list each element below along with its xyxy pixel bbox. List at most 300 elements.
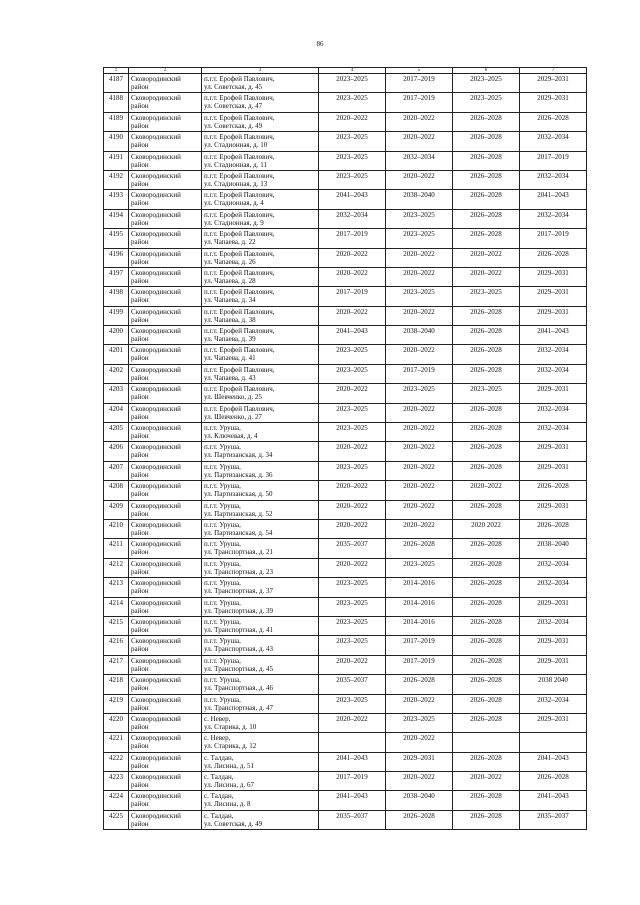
period-cell-line: 2026–2028 [470, 113, 502, 122]
period-cell [386, 616, 453, 635]
row-number-cell [104, 190, 129, 209]
row-number-cell-line: 4197 [109, 268, 123, 277]
table-row [104, 810, 587, 829]
period-cell [520, 384, 587, 403]
district-cell-line: Сковородинский [131, 404, 181, 413]
period-cell-line: 2026–2028 [470, 365, 502, 374]
period-cell-line: 2026–2028 [470, 230, 502, 239]
row-number-cell-line: 4223 [109, 773, 123, 782]
district-cell-line: Сковородинский [131, 579, 181, 588]
period-cell-line: 2035–2037 [336, 811, 368, 820]
address-cell-line: п.г.т. Уруша, [204, 482, 241, 491]
row-number-cell-line: 4210 [109, 520, 123, 529]
period-cell-line: 2017–2019 [403, 75, 435, 83]
period-cell-line: 2023–2025 [403, 385, 435, 394]
period-cell [520, 461, 587, 480]
period-cell [319, 772, 386, 791]
address-cell-line: ул. Стадионная, д. 13 [204, 179, 268, 188]
address-cell-line: п.г.т. Ерофей Павлович, [204, 75, 275, 83]
district-cell-line: Сковородинский [131, 288, 181, 297]
period-cell [319, 694, 386, 713]
table-row [104, 384, 587, 403]
district-cell-line: район [131, 199, 149, 208]
period-cell-line: 2026–2028 [470, 579, 502, 588]
row-number-cell-line: 4224 [109, 792, 123, 801]
period-cell [386, 345, 453, 364]
address-cell-line: с. Невер, [204, 734, 231, 743]
address-cell [202, 74, 319, 93]
address-cell-line: ул. Транспортная, д. 37 [204, 587, 274, 596]
district-cell [129, 442, 202, 461]
period-cell-line: 2041–2043 [537, 327, 569, 336]
address-cell [202, 384, 319, 403]
period-cell [386, 481, 453, 500]
district-cell [129, 287, 202, 306]
address-cell-line: ул. Транспортная, д. 23 [204, 567, 274, 576]
address-cell [202, 306, 319, 325]
period-cell-line: 2038 2040 [538, 676, 568, 685]
period-cell-line: 2023–2025 [336, 94, 368, 103]
address-cell [202, 519, 319, 538]
period-cell-line: 2026–2028 [537, 520, 569, 529]
address-cell-line: ул. Партизанская, д. 36 [204, 470, 273, 479]
district-cell-line: район [131, 548, 149, 557]
address-cell [202, 461, 319, 480]
period-cell [319, 306, 386, 325]
district-cell [129, 112, 202, 131]
row-number-cell [104, 423, 129, 442]
row-number-cell [104, 170, 129, 189]
period-cell [453, 74, 520, 93]
row-number-cell-line: 4219 [109, 695, 123, 704]
address-cell-line: п.г.т. Ерофей Павлович, [204, 249, 275, 258]
period-cell [520, 170, 587, 189]
period-cell-line: 2029–2031 [537, 637, 569, 646]
district-cell-line: Сковородинский [131, 346, 181, 355]
period-cell [319, 675, 386, 694]
period-cell [319, 151, 386, 170]
period-cell [319, 170, 386, 189]
address-cell-line: ул. Старика, д. 10 [204, 722, 257, 731]
district-cell [129, 132, 202, 151]
district-cell-line: Сковородинский [131, 540, 181, 549]
table-row [104, 209, 587, 228]
period-cell [386, 132, 453, 151]
address-cell-line: п.г.т. Уруша, [204, 579, 241, 588]
address-cell-line: ул. Партизанская, д. 34 [204, 451, 273, 460]
district-cell [129, 810, 202, 829]
address-cell-line: п.г.т. Уруша, [204, 520, 241, 529]
address-cell-line: ул. Советская, д. 49 [204, 819, 263, 828]
period-cell-line: 2026–2028 [470, 307, 502, 316]
period-cell [386, 326, 453, 345]
address-cell-line: п.г.т. Уруша, [204, 540, 241, 549]
district-cell-line: район [131, 819, 149, 828]
period-cell-line: 2041–2043 [336, 191, 368, 200]
address-cell [202, 616, 319, 635]
district-cell-line: район [131, 587, 149, 596]
period-cell-line: 2023–2025 [336, 462, 368, 471]
period-cell [319, 752, 386, 771]
row-number-cell [104, 481, 129, 500]
row-number-cell [104, 752, 129, 771]
table-row [104, 112, 587, 131]
period-cell-line: 2029–2031 [537, 501, 569, 510]
period-cell [386, 248, 453, 267]
district-cell-line: Сковородинский [131, 695, 181, 704]
address-cell-line: ул. Партизанская, д. 50 [204, 490, 273, 499]
register-table [103, 67, 587, 830]
address-cell-line: ул. Стадионная, д. 10 [204, 141, 268, 150]
row-number-cell [104, 364, 129, 383]
address-cell-line: ул. Чапаева, д. 41 [204, 354, 256, 363]
row-number-cell [104, 616, 129, 635]
address-cell-line: п.г.т. Уруша, [204, 637, 241, 646]
address-cell-line: ул. Стадионная, д. 9 [204, 218, 264, 227]
district-cell [129, 791, 202, 810]
row-number-cell-line: 4204 [109, 404, 123, 413]
address-cell-line: ул. Транспортная, д. 45 [204, 664, 274, 673]
period-cell-line: 2020–2022 [403, 424, 435, 433]
address-cell [202, 481, 319, 500]
address-cell [202, 539, 319, 558]
row-number-cell [104, 675, 129, 694]
period-cell-line: 2041–2043 [537, 191, 569, 200]
district-cell-line: район [131, 179, 149, 188]
district-cell-line: район [131, 684, 149, 693]
district-cell-line: район [131, 335, 149, 344]
row-number-cell-line: 4207 [109, 462, 123, 471]
table-row [104, 403, 587, 422]
period-cell [453, 733, 520, 752]
district-cell [129, 500, 202, 519]
district-cell-line: район [131, 781, 149, 790]
district-cell-line: район [131, 664, 149, 673]
address-cell [202, 93, 319, 112]
period-cell [386, 461, 453, 480]
period-cell [453, 442, 520, 461]
period-cell [319, 248, 386, 267]
period-cell [520, 500, 587, 519]
period-cell-line: 2014–2016 [403, 617, 435, 626]
row-number-cell [104, 519, 129, 538]
row-number-cell-line: 4208 [109, 482, 123, 491]
address-cell-line: ул. Советская, д. 49 [204, 121, 263, 130]
period-cell-line: 2029–2031 [537, 268, 569, 277]
period-cell-line: 2020–2022 [336, 559, 368, 568]
district-cell-line: Сковородинский [131, 520, 181, 529]
period-cell-line: 2026–2028 [537, 482, 569, 491]
address-cell-line: ул. Чапаева, д. 22 [204, 238, 256, 247]
period-cell-line: 2029–2031 [537, 656, 569, 665]
row-number-cell-line: 4189 [109, 113, 123, 122]
table-row [104, 267, 587, 286]
period-cell [386, 500, 453, 519]
period-cell [520, 403, 587, 422]
table-body [104, 68, 587, 830]
address-cell-line: п.г.т. Ерофей Павлович, [204, 365, 275, 374]
address-cell-line: с. Талдан, [204, 792, 234, 801]
period-cell [319, 733, 386, 752]
table-row [104, 345, 587, 364]
period-cell [520, 558, 587, 577]
table-row [104, 306, 587, 325]
period-cell-line: 2020–2022 [403, 113, 435, 122]
table-row [104, 326, 587, 345]
period-cell-line: 2020–2022 [403, 249, 435, 258]
period-cell [386, 810, 453, 829]
period-cell-line: 2032–2034 [537, 346, 569, 355]
table-row [104, 93, 587, 112]
row-number-cell [104, 713, 129, 732]
district-cell-line: Сковородинский [131, 424, 181, 433]
district-cell-line: Сковородинский [131, 792, 181, 801]
table-row [104, 190, 587, 209]
table-row [104, 791, 587, 810]
period-cell [453, 209, 520, 228]
period-cell-line: 2032–2034 [537, 404, 569, 413]
address-cell-line: п.г.т. Ерофей Павлович, [204, 404, 275, 413]
period-cell-line: 2032–2034 [537, 133, 569, 142]
district-cell-line: Сковородинский [131, 230, 181, 239]
period-cell [520, 287, 587, 306]
period-cell-line: 2020–2022 [470, 482, 502, 491]
district-cell-line: район [131, 742, 149, 751]
district-cell [129, 229, 202, 248]
row-number-cell-line: 4191 [109, 152, 123, 161]
period-cell-line: 2032–2034 [537, 617, 569, 626]
address-cell [202, 248, 319, 267]
period-cell [319, 209, 386, 228]
row-number-cell-line: 4200 [109, 327, 123, 336]
period-cell-line: 2026–2028 [470, 792, 502, 801]
period-cell-line: 2020–2022 [470, 773, 502, 782]
period-cell [319, 578, 386, 597]
district-cell-line: район [131, 393, 149, 402]
address-cell [202, 345, 319, 364]
row-number-cell [104, 500, 129, 519]
district-cell-line: Сковородинский [131, 462, 181, 471]
period-cell [319, 636, 386, 655]
period-cell [520, 636, 587, 655]
period-cell [453, 229, 520, 248]
row-number-cell-line: 4190 [109, 133, 123, 142]
period-cell [386, 403, 453, 422]
district-cell-line: Сковородинский [131, 753, 181, 762]
period-cell [319, 384, 386, 403]
period-cell [319, 112, 386, 131]
address-cell-line: п.г.т. Ерофей Павлович, [204, 346, 275, 355]
period-cell [319, 597, 386, 616]
period-cell [453, 423, 520, 442]
period-cell-line: 2026–2028 [470, 443, 502, 452]
table-row [104, 74, 587, 93]
period-cell-line: 2032–2034 [537, 579, 569, 588]
row-number-cell [104, 93, 129, 112]
period-cell [520, 229, 587, 248]
period-cell [520, 112, 587, 131]
period-cell [453, 791, 520, 810]
district-cell [129, 713, 202, 732]
period-cell-line: 2032–2034 [537, 695, 569, 704]
row-number-cell [104, 132, 129, 151]
address-cell [202, 229, 319, 248]
period-cell [453, 675, 520, 694]
period-cell [386, 558, 453, 577]
period-cell [520, 616, 587, 635]
address-cell-line: ул. Чапаева, д. 43 [204, 373, 256, 382]
address-cell [202, 791, 319, 810]
period-cell-line: 2023–2025 [403, 210, 435, 219]
district-cell-line: район [131, 102, 149, 111]
district-cell [129, 675, 202, 694]
district-cell [129, 772, 202, 791]
period-cell-line: 2026–2028 [470, 424, 502, 433]
period-cell-line: 2026–2028 [470, 559, 502, 568]
address-cell-line: п.г.т. Уруша, [204, 559, 241, 568]
period-cell [319, 539, 386, 558]
period-cell-line: 2014–2016 [403, 598, 435, 607]
district-cell-line: район [131, 567, 149, 576]
period-cell-line: 2023–2025 [336, 171, 368, 180]
period-cell [386, 713, 453, 732]
period-cell-line: 2023–2025 [403, 714, 435, 723]
period-cell-line: 2041–2043 [336, 327, 368, 336]
row-number-cell-line: 4225 [109, 811, 123, 820]
district-cell-line: Сковородинский [131, 385, 181, 394]
address-cell-line: ул. Чапаева, д. 39 [204, 335, 256, 344]
district-cell-line: Сковородинский [131, 773, 181, 782]
period-cell-line: 2020–2022 [403, 520, 435, 529]
row-number-cell-line: 4196 [109, 249, 123, 258]
district-cell-line: Сковородинский [131, 152, 181, 161]
district-cell-line: район [131, 470, 149, 479]
period-cell-line: 2023–2025 [470, 94, 502, 103]
table-row [104, 364, 587, 383]
period-cell-line: 2026–2028 [470, 714, 502, 723]
period-cell-line: 2026–2028 [470, 753, 502, 762]
period-cell-line: 2023–2025 [470, 75, 502, 83]
period-cell-line: 2038–2040 [403, 792, 435, 801]
period-cell [520, 93, 587, 112]
period-cell-line: 2017–2019 [336, 773, 368, 782]
address-cell [202, 558, 319, 577]
period-cell-line: 2026–2028 [403, 540, 435, 549]
address-cell-line: ул. Советская, д. 45 [204, 83, 263, 91]
district-cell [129, 539, 202, 558]
district-cell [129, 694, 202, 713]
period-cell [520, 151, 587, 170]
address-cell [202, 713, 319, 732]
address-cell-line: п.г.т. Уруша, [204, 501, 241, 510]
period-cell-line: 2020 2022 [471, 520, 501, 529]
period-cell-line: 2023–2025 [403, 230, 435, 239]
period-cell [386, 93, 453, 112]
table-row [104, 500, 587, 519]
table-row [104, 151, 587, 170]
table-row [104, 578, 587, 597]
district-cell-line: Сковородинский [131, 714, 181, 723]
row-number-cell [104, 384, 129, 403]
row-number-cell-line: 4205 [109, 424, 123, 433]
period-cell [520, 423, 587, 442]
table-row [104, 733, 587, 752]
district-cell-line: район [131, 606, 149, 615]
district-cell-line: Сковородинский [131, 327, 181, 336]
address-cell-line: ул. Транспортная, д. 21 [204, 548, 274, 557]
period-cell [319, 423, 386, 442]
period-cell [386, 733, 453, 752]
period-cell-line: 2026–2028 [537, 249, 569, 258]
period-cell [386, 112, 453, 131]
district-cell [129, 170, 202, 189]
district-cell-line: район [131, 761, 149, 770]
period-cell-line: 2020–2022 [403, 443, 435, 452]
row-number-cell [104, 558, 129, 577]
address-cell [202, 675, 319, 694]
period-cell-line: 2020–2022 [470, 249, 502, 258]
district-cell [129, 636, 202, 655]
period-cell [520, 791, 587, 810]
period-cell-line: 2020–2022 [403, 171, 435, 180]
period-cell [386, 791, 453, 810]
district-cell-line: район [131, 218, 149, 227]
table-row [104, 655, 587, 674]
address-cell-line: п.г.т. Ерофей Павлович, [204, 327, 275, 336]
period-cell-line: 2029–2031 [537, 307, 569, 316]
period-cell-line: 2017–2019 [403, 365, 435, 374]
row-number-cell [104, 229, 129, 248]
period-cell-line: 2020–2022 [470, 268, 502, 277]
address-cell-line: п.г.т. Уруша, [204, 676, 241, 685]
row-number-cell-line: 4215 [109, 617, 123, 626]
district-cell [129, 655, 202, 674]
period-cell [453, 267, 520, 286]
row-number-cell-line: 4198 [109, 288, 123, 297]
period-cell [453, 655, 520, 674]
address-cell-line: ул. Советская, д. 47 [204, 102, 263, 111]
table-row [104, 539, 587, 558]
period-cell-line: 2023–2025 [336, 598, 368, 607]
district-cell-line: Сковородинский [131, 249, 181, 258]
row-number-cell-line: 4222 [109, 753, 123, 762]
period-cell [386, 597, 453, 616]
period-cell [386, 190, 453, 209]
period-cell-line: 2017–2019 [403, 94, 435, 103]
row-number-cell-line: 4203 [109, 385, 123, 394]
district-cell-line: Сковородинский [131, 113, 181, 122]
address-cell-line: с. Талдан, [204, 773, 234, 782]
district-cell-line: район [131, 276, 149, 285]
row-number-cell [104, 694, 129, 713]
row-number-cell [104, 403, 129, 422]
period-cell-line: 2038–2040 [403, 327, 435, 336]
period-cell [520, 810, 587, 829]
district-cell-line: Сковородинский [131, 191, 181, 200]
address-cell [202, 423, 319, 442]
period-cell [453, 151, 520, 170]
district-cell-line: Сковородинский [131, 501, 181, 510]
address-cell-line: п.г.т. Ерофей Павлович, [204, 288, 275, 297]
period-cell [453, 519, 520, 538]
period-cell [453, 326, 520, 345]
row-number-cell [104, 636, 129, 655]
row-number-cell [104, 733, 129, 752]
period-cell [453, 170, 520, 189]
period-cell-line: 2041–2043 [336, 753, 368, 762]
district-cell-line: район [131, 432, 149, 441]
period-cell [386, 752, 453, 771]
